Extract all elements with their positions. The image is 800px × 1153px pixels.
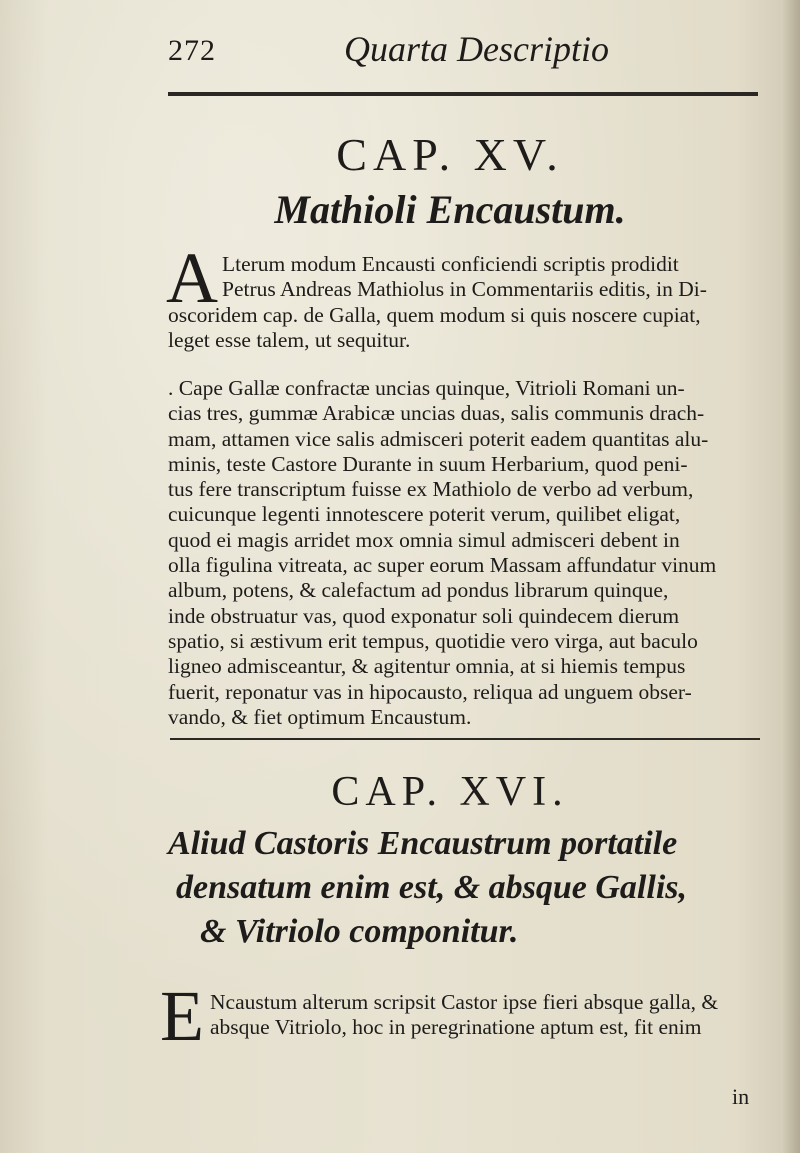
text-line: quod ei magis arridet mox omnia simul admisceri debent in <box>168 527 680 552</box>
text-line: vando, & fiet optimum Encaustum. <box>168 704 472 729</box>
text-line: album, potens, & calefactum ad pondus librarum quinque, <box>168 578 669 603</box>
text-line: inde obstruatur vas, quod exponatur soli quindecem dierum <box>168 603 680 628</box>
chapter-16-title-line-2: densatum enim est, & absque Gallis, <box>176 869 687 906</box>
page-number: 272 <box>168 34 216 67</box>
text-line: oscoridem cap. de Galla, quem modum si quis noscere cupiat, <box>168 302 701 327</box>
text-line: absque Vitriolo, hoc in peregrinatione aptum est, fit enim <box>210 1015 702 1040</box>
text-line: ligneo admisceantur, & agitentur omnia, at si hiemis tempus <box>168 654 686 679</box>
header-rule <box>168 92 758 96</box>
running-title: Quarta Descriptio <box>344 29 609 69</box>
chapter-15-paragraph-1 <box>168 252 768 353</box>
text-line: . Cape Gallæ confractæ uncias quinque, Vitrioli Romani un- <box>168 376 685 400</box>
chapter-16-dropcap: E <box>160 976 204 1056</box>
chapter-16-paragraph-1 <box>168 990 768 1041</box>
chapter-15-paragraph-2 <box>168 376 768 730</box>
text-line: cuicunque legenti innotescere poterit verum, quilibet eligat, <box>168 502 681 527</box>
chapter-15-dropcap: A <box>166 238 218 318</box>
chapter-15-heading: CAP. XV. <box>336 129 564 180</box>
text-line: Ncaustum alterum scripsit Castor ipse fieri absque galla, & <box>210 990 719 1014</box>
text-line: olla figulina vitreata, ac super eorum Massam affundatur vinum <box>168 553 717 578</box>
section-rule <box>170 738 760 740</box>
text-line: leget esse talem, ut sequitur. <box>168 327 411 352</box>
text-line: fuerit, reponatur vas in hipocausto, reliqua ad unguem obser- <box>168 679 692 704</box>
text-line: Petrus Andreas Mathiolus in Commentariis editis, in Di- <box>222 277 707 302</box>
text-line: cias tres, gummæ Arabicæ uncias duas, salis communis drach- <box>168 401 705 426</box>
text-line: mam, attamen vice salis admisceri poterit eadem quantitas alu- <box>168 426 709 451</box>
chapter-16-heading: CAP. XVI. <box>331 769 569 815</box>
chapter-16-title-line-3: & Vitriolo componitur. <box>200 913 519 950</box>
text-line: Lterum modum Encausti conficiendi scriptis prodidit <box>222 252 679 276</box>
text-line: minis, teste Castore Durante in suum Herbarium, quod peni- <box>168 451 688 476</box>
text-line: tus fere transcriptum fuisse ex Mathiolo de verbo ad verbum, <box>168 477 694 502</box>
chapter-16-title-line-1: Aliud Castoris Encaustrum portatile <box>168 825 678 862</box>
chapter-15-title: Mathioli Encaustum. <box>274 187 626 232</box>
text-line: spatio, si æstivum erit tempus, quotidie vero virga, aut baculo <box>168 628 698 653</box>
page-header <box>168 28 668 78</box>
catchword: in <box>732 1084 750 1109</box>
